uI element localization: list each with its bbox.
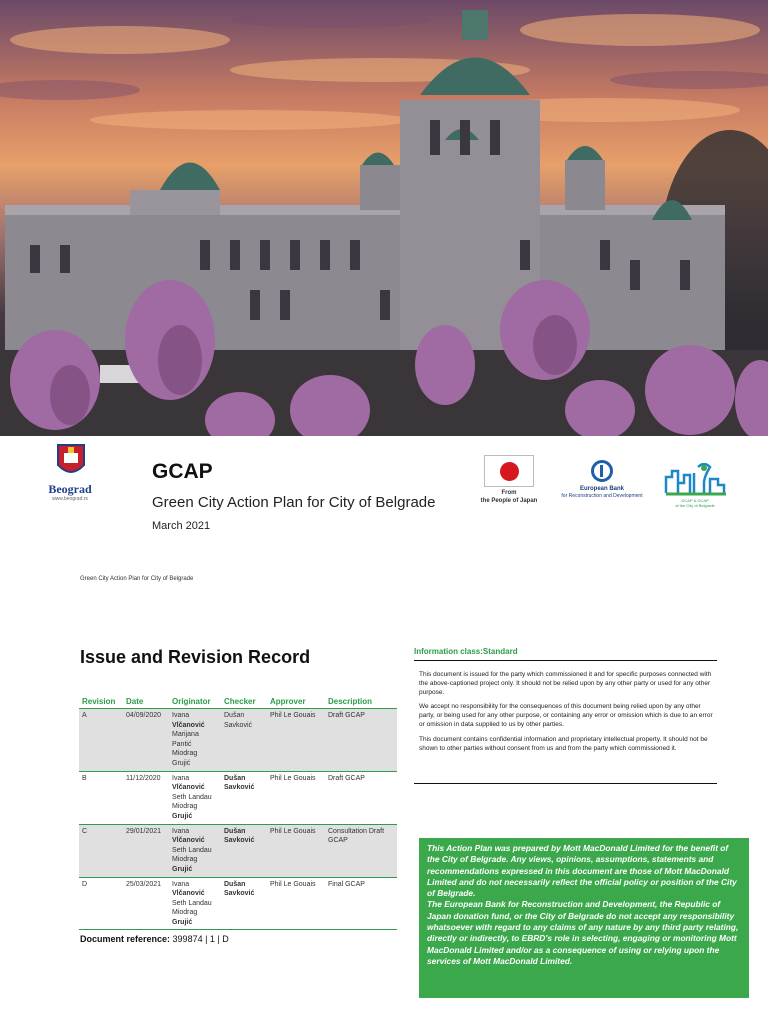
cell-originator: [169, 709, 221, 772]
japan-flag-icon: [484, 455, 534, 487]
cell-revision: D: [79, 877, 123, 930]
originator-line: Pantić: [172, 740, 192, 748]
originator-line: Miodrag: [172, 856, 198, 864]
col-approver: Approver: [267, 696, 325, 709]
cell-approver: Phil Le Gouais: [267, 709, 325, 772]
info-paragraph: This document contains confidential information and proprietary intellectual property. It should not be shown to other parties without consent from us and from the party which commissioned it.: [419, 735, 708, 752]
table-row: [79, 709, 397, 772]
hero-photo: [0, 0, 768, 436]
gcap-caption: [660, 498, 730, 508]
cell-checker: [221, 709, 267, 772]
ebrd-caption-line2: for Reconstruction and Development: [561, 493, 643, 499]
running-caption: Green City Action Plan for City of Belgrade: [80, 576, 194, 582]
crest-label: Beograd: [48, 482, 92, 496]
divider: [414, 783, 717, 784]
checker-line: Savković: [224, 890, 255, 898]
page-subtitle: Green City Action Plan for City of Belgrade: [152, 494, 436, 511]
cell-originator: [169, 771, 221, 824]
gcap-caption-line2: of the City of Belgrade: [675, 503, 715, 508]
gcap-skyline-logo: [664, 463, 728, 502]
information-class-label: Information class:Standard: [414, 647, 518, 656]
originator-line: Ivana: [172, 827, 190, 835]
checker-line: Savković: [224, 784, 255, 792]
checker-line: Dušan: [224, 880, 246, 888]
checker-line: Dušan: [224, 827, 246, 835]
hero-illustration: [0, 0, 768, 436]
information-text: [419, 671, 715, 759]
skyline-icon: [664, 463, 728, 497]
originator-line: Vlčanović: [172, 784, 205, 792]
japan-caption: [470, 489, 548, 505]
originator-line: Miodrag: [172, 750, 198, 758]
table-row: [79, 877, 397, 930]
page-title: GCAP: [152, 460, 213, 483]
cell-description: Draft GCAP: [325, 771, 397, 824]
cell-approver: Phil Le Gouais: [267, 824, 325, 877]
checker-line: Dušan: [224, 712, 245, 719]
cell-checker: [221, 824, 267, 877]
originator-line: Miodrag: [172, 803, 198, 811]
cell-revision: A: [79, 709, 123, 772]
originator-line: Vlčanović: [172, 721, 205, 729]
cell-revision: B: [79, 771, 123, 824]
doc-ref-value: 399874 | 1 | D: [172, 934, 229, 944]
col-originator: Originator: [169, 696, 221, 709]
originator-line: Vlčanović: [172, 837, 205, 845]
originator-line: Ivana: [172, 774, 190, 782]
originator-line: Grujić: [172, 918, 193, 926]
checker-line: Savković: [224, 721, 253, 729]
issue-heading: Issue and Revision Record: [80, 647, 311, 667]
cell-checker: [221, 771, 267, 824]
publication-date: March 2021: [152, 520, 211, 532]
originator-line: Grujić: [172, 812, 193, 820]
cell-description: Final GCAP: [325, 877, 397, 930]
col-revision: Revision: [79, 696, 123, 709]
cell-approver: Phil Le Gouais: [267, 877, 325, 930]
ebrd-logo-icon: [591, 460, 613, 482]
divider: [414, 660, 717, 661]
cell-description: Consultation Draft GCAP: [325, 824, 397, 877]
table-header-row: [79, 696, 397, 709]
crest-icon: [44, 443, 98, 483]
gcap-caption-line1: GCAP & GCAP: [681, 498, 709, 503]
originator-line: Seth Landau: [172, 899, 212, 907]
revision-table: [79, 696, 397, 930]
cell-originator: [169, 877, 221, 930]
originator-line: Seth Landau: [172, 846, 212, 854]
originator-line: Miodrag: [172, 909, 198, 917]
cell-revision: C: [79, 824, 123, 877]
ebrd-caption-line1: European Bank: [579, 486, 624, 492]
disclaimer-box: [419, 838, 749, 998]
originator-line: Vlčanović: [172, 890, 205, 898]
col-checker: Checker: [221, 696, 267, 709]
flag-sun: [500, 462, 519, 481]
cell-date: 29/01/2021: [123, 824, 169, 877]
cell-description: Draft GCAP: [325, 709, 397, 772]
checker-line: Dušan: [224, 774, 246, 782]
cell-date: 25/03/2021: [123, 877, 169, 930]
col-description: Description: [325, 696, 397, 709]
cell-date: 11/12/2020: [123, 771, 169, 824]
cell-approver: Phil Le Gouais: [267, 771, 325, 824]
cell-originator: [169, 824, 221, 877]
originator-line: Seth Landau: [172, 793, 212, 801]
checker-line: Savković: [224, 837, 255, 845]
info-paragraph: This document is issued for the party which commissioned it and for specific purposes connected with the above-captioned project only. It should not be relied upon by any other party or used for any other purpose.: [419, 671, 712, 696]
originator-line: Ivana: [172, 712, 190, 719]
table-row: [79, 771, 397, 824]
col-date: Date: [123, 696, 169, 709]
ebrd-caption: [560, 486, 644, 500]
cell-date: 04/09/2020: [123, 709, 169, 772]
japan-caption-line1: From: [501, 490, 517, 496]
japan-caption-line2: the People of Japan: [480, 498, 538, 504]
originator-line: Marijana: [172, 731, 199, 739]
disclaimer-paragraph: This Action Plan was prepared by Mott MacDonald Limited for the benefit of the City of Belgrade. Any views, opinions, assumptions, statements and recommendations expressed in this document are those of Mott MacDonald Limited and do not necessarily reflect the official policy or position of the City of Belgrade.: [427, 843, 737, 899]
originator-line: Grujić: [172, 865, 193, 873]
cell-checker: [221, 877, 267, 930]
disclaimer-paragraph: The European Bank for Reconstruction and Development, the Republic of Japan donation fund, or the City of Belgrade do not accept any responsibility whatsoever with regard to any claims of any nature by any third party relating, directly or indirectly, to EBRD's role in selecting, engaging or monitoring Mott MacDonald Limited and/or as a consequence of using or relying upon the services of Mott MacDonald Limited.: [427, 899, 739, 966]
crest-url: www.beograd.rs: [52, 496, 88, 502]
doc-ref-label: Document reference:: [80, 934, 171, 944]
table-row: [79, 824, 397, 877]
info-paragraph: We accept no responsibility for the consequences of this document being relied upon by any other party, or being used for any other purpose, or containing any error or omission which is due to an error or omission in data supplied to us by other parties.: [419, 703, 713, 728]
originator-line: Ivana: [172, 880, 190, 888]
originator-line: Grujić: [172, 759, 191, 767]
document-reference: [80, 934, 229, 944]
